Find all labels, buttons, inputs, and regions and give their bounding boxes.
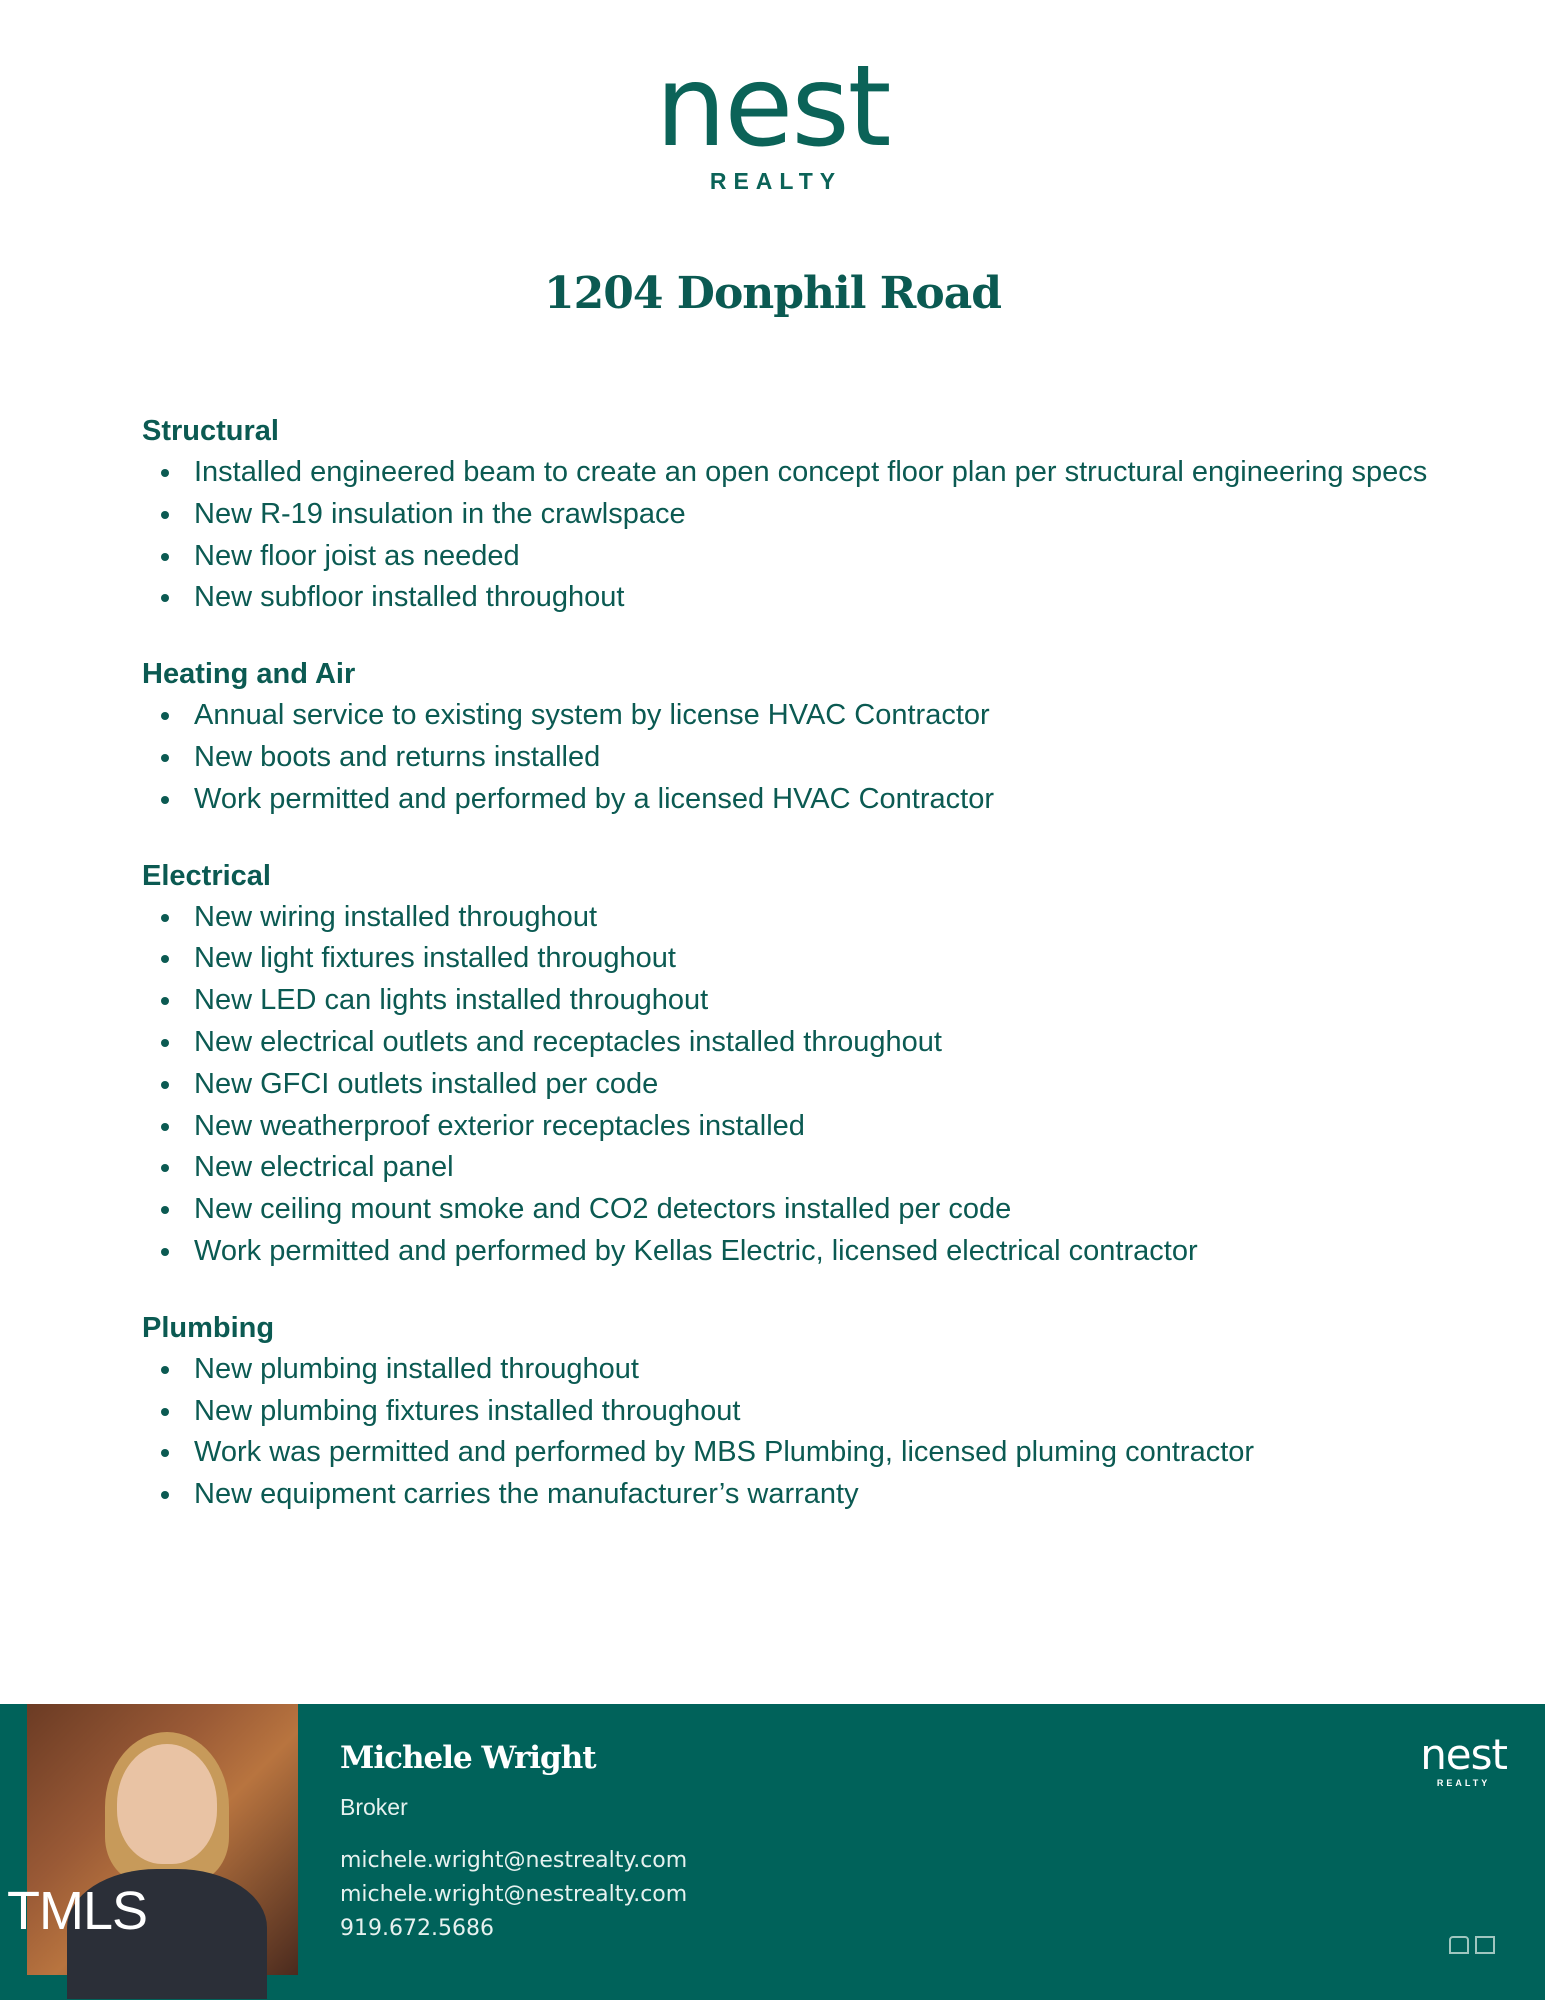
list-item: New ceiling mount smoke and CO2 detectors installed per code [142,1189,1512,1231]
bullet-icon [161,594,169,602]
section-title: Electrical [142,859,271,892]
realtor-icon [1475,1936,1495,1954]
bullet-icon [161,1206,169,1214]
list-item: New equipment carries the manufacturer’s warranty [142,1474,1512,1516]
bullet-icon [161,1491,169,1499]
list-item: New weatherproof exterior receptacles installed [142,1106,1512,1148]
footer-logo-sub: REALTY [1436,1778,1491,1788]
bullet-icon [161,511,169,519]
section-plumbing [142,1307,1512,1516]
agent-email-secondary[interactable]: michele.wright@nestrealty.com [340,1882,688,1907]
list-item: Annual service to existing system by license HVAC Contractor [142,695,1512,737]
equal-housing-icon [1449,1936,1469,1954]
bullet-icon [161,754,169,762]
list-item: Work permitted and performed by Kellas Electric, licensed electrical contractor [142,1231,1512,1273]
list-item: New electrical outlets and receptacles installed throughout [142,1022,1512,1064]
list-item: New boots and returns installed [142,737,1512,779]
agent-photo [7,1704,298,1975]
agent-name: Michele Wright [340,1740,596,1776]
list-item: New floor joist as needed [142,536,1512,578]
bullet-icon [161,1123,169,1131]
list-item: New R-19 insulation in the crawlspace [142,494,1512,536]
list-item: Work was permitted and performed by MBS Plumbing, licensed pluming contractor [142,1432,1512,1474]
section-heating-and-air [142,653,1512,820]
section-electrical [142,855,1512,1273]
section-title: Plumbing [142,1311,275,1344]
section-title: Heating and Air [142,658,356,691]
list-item: New subfloor installed throughout [142,577,1512,619]
bullet-icon [161,1081,169,1089]
logo-word: nest [655,42,890,172]
agent-contact [340,1844,687,1946]
list-item: New LED can lights installed throughout [142,980,1512,1022]
section-title: Structural [142,415,279,447]
agent-phone[interactable]: 919.672.5686 [340,1916,494,1941]
list-item: Installed engineered beam to create an open concept floor plan per structural engineering specs [142,452,1512,494]
bullet-icon [161,914,169,922]
bullet-icon [161,1366,169,1374]
nest-realty-logo [0,42,1545,195]
footer-logo [1420,1730,1507,1788]
compliance-icons [1449,1936,1495,1954]
list-item: New electrical panel [142,1147,1512,1189]
bullet-icon [161,1408,169,1416]
list-item: New wiring installed throughout [142,897,1512,939]
bullet-icon [161,1164,169,1172]
bullet-icon [161,997,169,1005]
bullet-icon [161,1039,169,1047]
agent-footer [0,1704,1545,2000]
agent-role: Broker [340,1794,408,1820]
bullet-icon [161,1248,169,1256]
section-structural [142,410,1512,619]
list-item: New plumbing installed throughout [142,1349,1512,1391]
feature-list [142,410,1512,1550]
list-item: New GFCI outlets installed per code [142,1064,1512,1106]
agent-email[interactable]: michele.wright@nestrealty.com [340,1848,688,1873]
logo-sub: REALTY [709,168,843,194]
bullet-icon [161,712,169,720]
bullet-icon [161,1449,169,1457]
list-item: New light fixtures installed throughout [142,938,1512,980]
bullet-icon [161,955,169,963]
page-title: 1204 Donphil Road [544,268,1001,319]
bullet-icon [161,469,169,477]
footer-logo-word: nest [1420,1730,1507,1779]
list-item: Work permitted and performed by a licensed HVAC Contractor [142,779,1512,821]
list-item: New plumbing fixtures installed throughout [142,1391,1512,1433]
photo-overlay-text: TMLS [7,1881,148,1941]
bullet-icon [161,796,169,804]
bullet-icon [161,553,169,561]
